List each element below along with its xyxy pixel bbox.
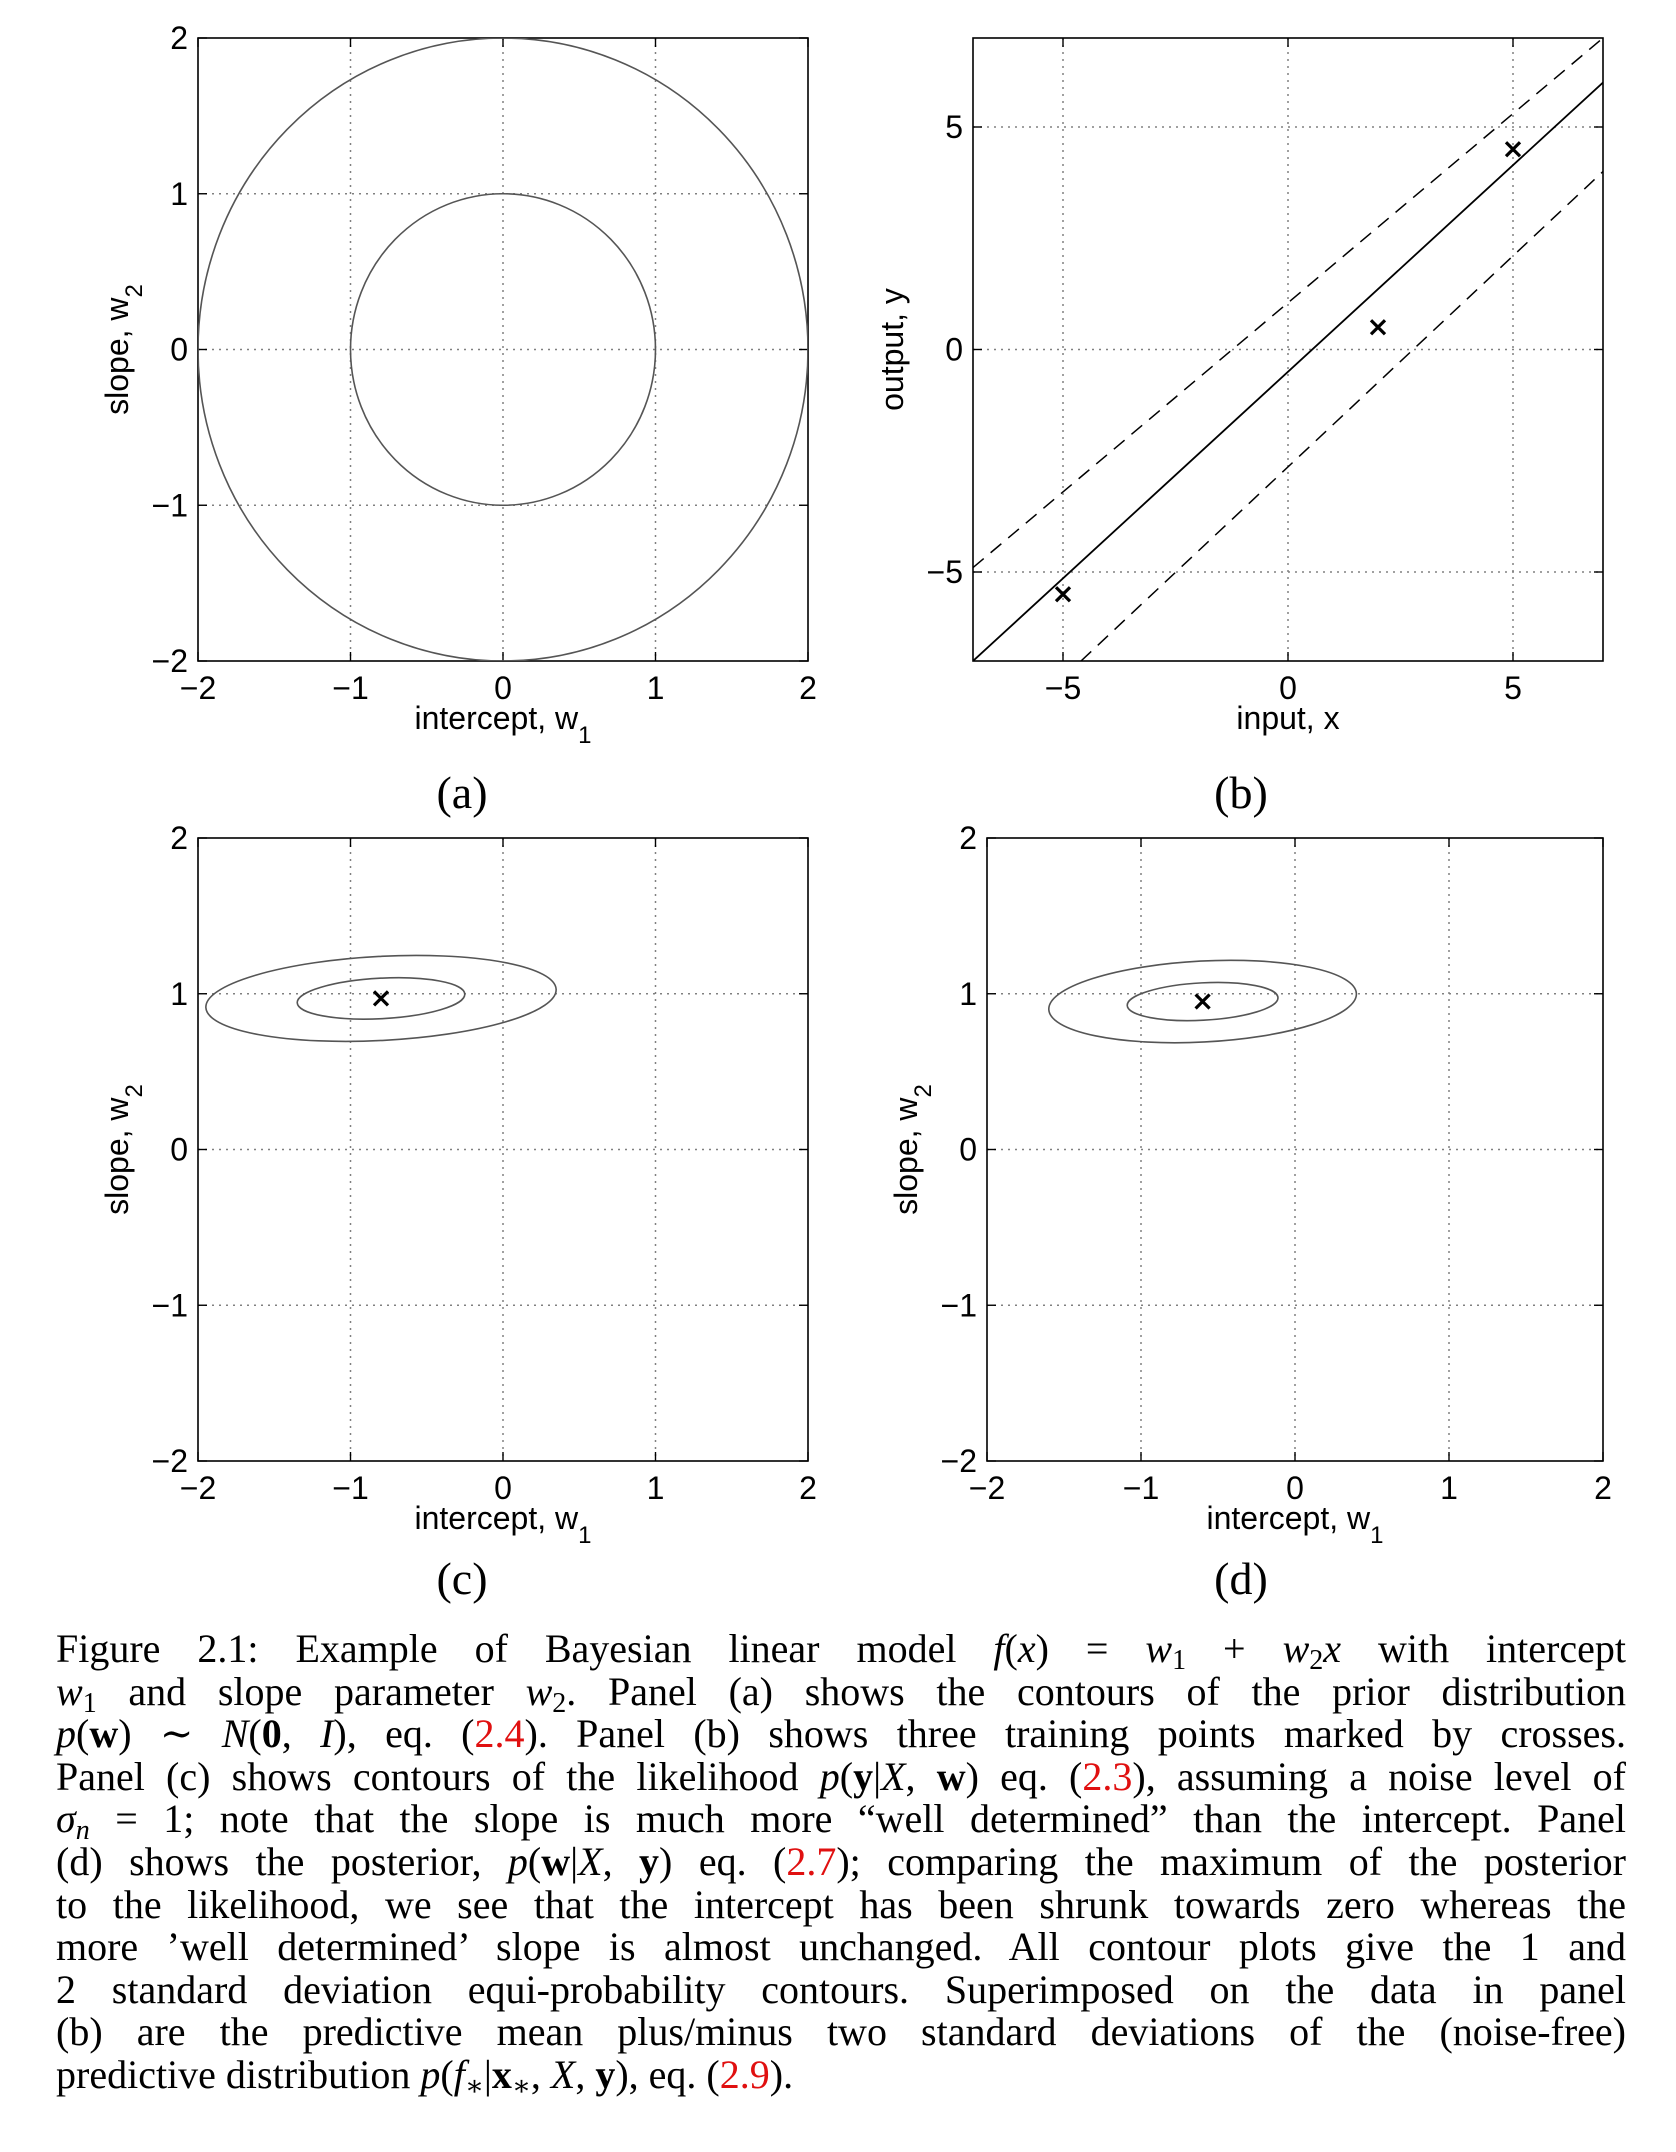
caption-text: and slope parameter <box>96 1668 526 1714</box>
caption-text: N <box>221 1711 249 1757</box>
y-tick-label: 2 <box>170 820 188 856</box>
caption-text: with intercept <box>1341 1626 1626 1671</box>
caption-line <box>56 1926 1626 1969</box>
caption-text: w <box>89 1711 119 1757</box>
caption-text: ), assuming a noise level of <box>1132 1753 1626 1799</box>
caption-text: p <box>56 1711 76 1757</box>
caption-text: ( <box>76 1711 90 1757</box>
caption-text: X <box>578 1838 603 1884</box>
caption-text: ), eq. ( <box>333 1711 475 1757</box>
panel-label-c: (c) <box>436 1553 488 1604</box>
caption-text: ∗ <box>464 2070 484 2102</box>
caption-text: Figure 2.1: Example of Bayesian linear model <box>56 1626 994 1671</box>
y-tick-label: −1 <box>940 1287 977 1324</box>
caption-text: 1 <box>82 1687 97 1719</box>
caption-text: predictive distribution <box>56 2051 421 2097</box>
caption-line <box>56 1838 1626 1884</box>
x-tick-label: 0 <box>494 1470 512 1506</box>
y-tick-label: 1 <box>959 975 977 1012</box>
caption-text: , <box>281 1711 321 1757</box>
caption-text: (d) shows the posterior, <box>56 1838 508 1884</box>
caption-text: w <box>541 1838 571 1884</box>
plot-area-c <box>204 947 559 1049</box>
caption-text: X <box>881 1753 906 1799</box>
caption-text: I <box>320 1711 334 1757</box>
x-tick-label: 1 <box>1440 1470 1458 1506</box>
x-tick-label: 1 <box>646 1470 665 1506</box>
caption-text: ∗ <box>511 2070 531 2102</box>
caption-text: w <box>1282 1626 1310 1671</box>
caption-line <box>56 1753 1626 1799</box>
caption-text: 0 <box>261 1711 282 1757</box>
caption-text: f <box>453 2051 465 2097</box>
caption-text: (b) are the predictive mean plus/minus two standard deviations of the (noise-free) <box>56 2009 1626 2055</box>
plot-area-d <box>1047 953 1359 1050</box>
y-tick-label: −5 <box>926 554 963 590</box>
x-tick-label: −2 <box>968 1470 1006 1506</box>
x-axis-label: input, x <box>1236 700 1340 736</box>
y-axis-label: slope, $w_2$ <box>888 1084 937 1215</box>
caption-text: w <box>936 1753 966 1799</box>
caption-text: ). Panel (b) shows three training points marked by crosses. <box>524 1711 1626 1757</box>
caption-text: ) ∼ <box>118 1711 222 1757</box>
caption-text: σ <box>56 1796 76 1842</box>
caption-text: w <box>1145 1626 1173 1671</box>
caption-text: Panel (c) shows contours of the likelihood <box>56 1753 820 1799</box>
x-tick-label: −2 <box>179 1470 217 1506</box>
y-tick-label: 5 <box>945 109 963 145</box>
caption-line <box>56 2051 1626 2102</box>
x-tick-label: 2 <box>799 670 817 706</box>
x-tick-label: 1 <box>646 670 665 706</box>
caption-text: + <box>1186 1626 1283 1671</box>
caption-text: | <box>483 2051 492 2097</box>
panel-d <box>888 820 1612 1549</box>
caption-text: . Panel (a) shows the contours of the prior distribution <box>566 1668 1626 1714</box>
caption-text: 2 <box>552 1687 567 1719</box>
caption-text: ( <box>440 2051 454 2097</box>
caption-text: more ’well determined’ slope is almost unchanged. All contour plots give the 1 and <box>56 1924 1626 1970</box>
y-tick-label: 1 <box>170 975 188 1012</box>
caption-text: p <box>420 2051 441 2097</box>
caption-text: x <box>1017 1626 1036 1671</box>
caption-text: y <box>595 2051 616 2097</box>
caption-text: f <box>993 1626 1005 1671</box>
y-tick-label: −1 <box>151 487 188 524</box>
caption-text: ( <box>1004 1626 1018 1671</box>
caption-text: = 1; note that the slope is much more “well determined” than the intercept. Panel <box>89 1796 1626 1842</box>
caption-text: 2 <box>1309 1645 1324 1676</box>
x-tick-label: 0 <box>1279 670 1297 706</box>
mean-line <box>973 83 1603 662</box>
y-tick-label: 2 <box>959 820 977 856</box>
y-tick-label: −2 <box>151 643 188 679</box>
y-tick-label: 2 <box>170 20 188 56</box>
y-axis-label: output, y <box>874 288 910 411</box>
caption-line <box>56 1668 1626 1719</box>
panel-label-b: (b) <box>1214 767 1268 818</box>
x-tick-label: 0 <box>494 670 512 706</box>
x-tick-label: −1 <box>332 670 369 706</box>
figure-caption <box>56 1626 1626 2102</box>
x-tick-label: −1 <box>332 1470 369 1506</box>
caption-text: ( <box>839 1753 854 1799</box>
panel-c <box>99 820 817 1549</box>
std-dev-line <box>1081 172 1603 662</box>
x-tick-label: 2 <box>1594 1470 1612 1506</box>
caption-text: ) eq. ( <box>965 1753 1083 1799</box>
equation-reference-link[interactable]: 2.7 <box>786 1838 837 1884</box>
caption-text: , <box>575 2051 596 2097</box>
equation-reference-link[interactable]: 2.9 <box>719 2051 770 2097</box>
caption-text: ( <box>527 1838 542 1884</box>
caption-text: w <box>525 1668 553 1714</box>
caption-text: ) = <box>1035 1626 1146 1671</box>
caption-text: w <box>56 1668 83 1714</box>
y-tick-label: 0 <box>959 1131 977 1168</box>
x-axis-label: intercept, $w_1$ <box>414 700 592 749</box>
training-point-cross <box>1371 320 1385 334</box>
caption-text: x <box>1323 1626 1342 1671</box>
x-tick-label: −5 <box>1044 670 1082 706</box>
panel-b <box>874 38 1603 736</box>
panel-label-a: (a) <box>436 767 488 818</box>
caption-text: ) eq. ( <box>659 1838 787 1884</box>
panel-a <box>99 20 817 749</box>
caption-text: n <box>75 1815 90 1847</box>
caption-text: to the likelihood, we see that the intercept has been shrunk towards zero whereas the <box>56 1881 1626 1927</box>
caption-text: , <box>905 1753 937 1799</box>
x-tick-label: 2 <box>799 1470 817 1506</box>
caption-text: 2 standard deviation equi-probability contours. Superimposed on the data in panel <box>56 1966 1626 2012</box>
equation-reference-link[interactable]: 2.3 <box>1082 1753 1133 1799</box>
caption-text: ), eq. ( <box>615 2051 720 2097</box>
y-tick-label: −2 <box>940 1443 977 1479</box>
caption-line <box>56 2011 1626 2054</box>
caption-line <box>56 1626 1626 1676</box>
y-tick-label: −2 <box>151 1443 188 1479</box>
y-tick-label: 0 <box>945 331 963 368</box>
caption-text: y <box>853 1753 874 1799</box>
caption-line <box>56 1966 1626 2012</box>
std-dev-line <box>973 38 1603 568</box>
caption-line <box>56 1796 1626 1847</box>
caption-line <box>56 1713 1626 1756</box>
caption-text: ); comparing the maximum of the posterior <box>836 1838 1626 1884</box>
caption-text: | <box>570 1838 579 1884</box>
caption-text: | <box>873 1753 882 1799</box>
maximum-cross <box>1196 995 1210 1009</box>
panel-label-d: (d) <box>1214 1553 1268 1604</box>
caption-text: , <box>602 1838 640 1884</box>
caption-text: X <box>550 2051 576 2097</box>
caption-text: ). <box>769 2051 794 2097</box>
y-axis-label: slope, $w_2$ <box>99 1084 148 1215</box>
caption-text: y <box>639 1838 660 1884</box>
y-tick-label: 0 <box>170 1131 188 1168</box>
x-axis-label: intercept, $w_1$ <box>414 1500 592 1549</box>
x-tick-label: −2 <box>179 670 217 706</box>
y-axis-label: slope, $w_2$ <box>99 284 148 415</box>
caption-text: p <box>507 1838 528 1884</box>
x-tick-label: 5 <box>1504 670 1522 706</box>
caption-line <box>56 1881 1626 1927</box>
equation-reference-link[interactable]: 2.4 <box>474 1711 525 1757</box>
y-tick-label: −1 <box>151 1287 188 1324</box>
caption-text: x <box>491 2051 512 2097</box>
y-tick-label: 1 <box>170 175 188 212</box>
x-tick-label: 0 <box>1286 1470 1304 1506</box>
caption-text: 1 <box>1172 1645 1187 1676</box>
x-axis-label: intercept, $w_1$ <box>1206 1500 1384 1549</box>
caption-text: p <box>819 1753 840 1799</box>
x-tick-label: −1 <box>1122 1470 1160 1506</box>
caption-text: , <box>530 2051 551 2097</box>
caption-text: ( <box>248 1711 262 1757</box>
y-tick-label: 0 <box>170 331 188 368</box>
